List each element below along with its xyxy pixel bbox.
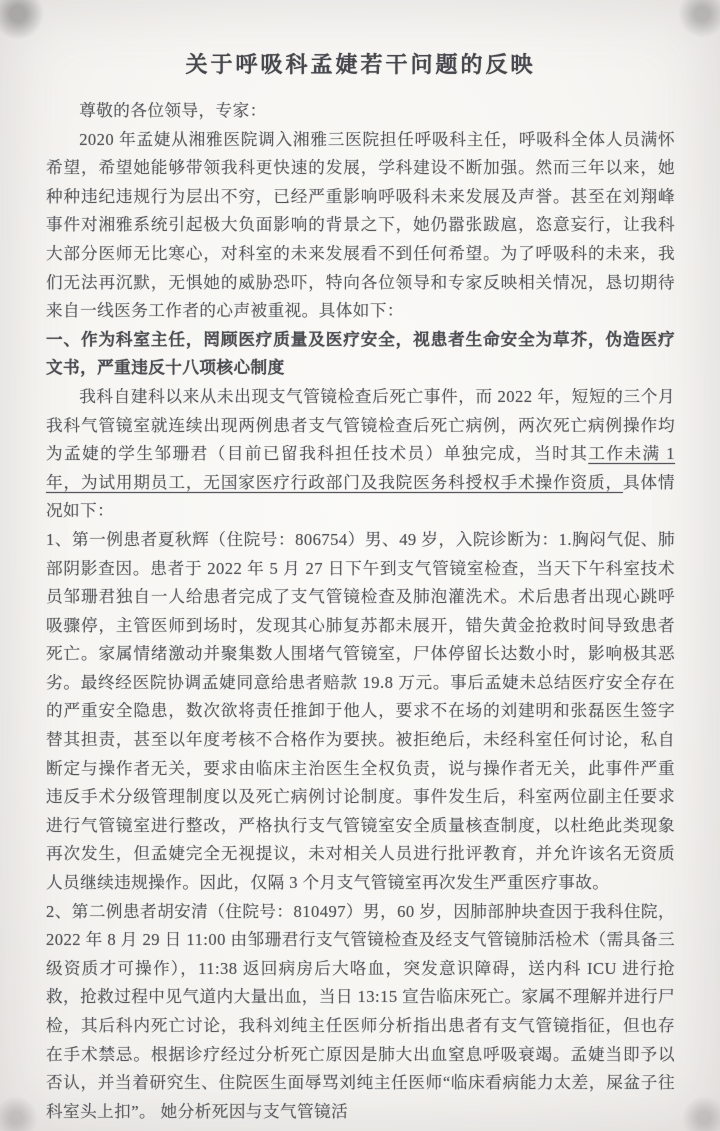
salutation: 尊敬的各位领导，专家： <box>79 101 267 120</box>
overview-text-pre: 我科自建科以来从未出现支气管镜检查后死亡事件，而 2022 年，短短的三个月我科气管镜室就连续出现两例患者支气管镜检查后死亡病例，两次死亡病例操作均为孟婕的学生邹珊君（目前已留我科担任技术员）单独完成，当时其 <box>46 386 675 464</box>
overview-text-post: 具体情况如下： <box>46 472 675 521</box>
section-1-heading: 一、作为科室主任，罔顾医疗质量及医疗安全，视患者生命安全为草芥，伪造医疗文书，严重违反十八项核心制度 <box>46 329 675 378</box>
overview-text-underlined: 工作未满 1 年，为试用期员工，无国家医疗行政部门及我院医务科授权手术操作资质， <box>46 444 675 492</box>
document-content <box>46 50 675 1126</box>
paragraph-intro: 2020 年孟婕从湘雅医院调入湘雅三医院担任呼吸科主任，呼吸科全体人员满怀希望，希望她能够带领我科更快速的发展，学科建设不断加强。然而三年以来，她种种违纪违规行为层出不穷，已经严重影响呼吸科未来发展及声誉。甚至在刘翔峰事件对湘雅系统引起极大负面影响的背景之下，她仍嚣张跋扈，恣意妄行，让我科大部分医师无比寒心，对科室的未来发展看不到任何希望。为了呼吸科的未来，我们无法再沉默，无惧她的威胁恐吓，特向各位领导和专家反映相关情况，恳切期待来自一线医务工作者的心声被重视。具体如下： <box>46 129 675 321</box>
document-title: 关于呼吸科孟婕若干问题的反映 <box>185 52 536 77</box>
paragraph-case-2: 2、第二例患者胡安清（住院号：810497）男，60 岁，因肺部肿块查因于我科住院，2022 年 8 月 29 日 11:00 由邹珊君行支气管镜检查及经支气管镜肺活检术（需具备三级资质才可操作），11:38 返回病房后大咯血，突发意识障碍，送内科 ICU 进行抢救，抢救过程中见气道内大量出血，当日 13:15 宣告临床死亡。家属不理解并进行尸检，其后科内死亡讨论，我科刘纯主任医师分析指出患者有支气管镜指征，但也存在手术禁忌。根据诊疗经过分析死亡原因是肺大出血窒息呼吸衰竭。孟婕当即予以否认，并当着研究生、住院医生面辱骂刘纯主任医师“临床看病能力太差，屎盆子往科室头上扣”。 她分析死因与支气管镜活 <box>46 901 675 1121</box>
paragraph-case-1: 1、第一例患者夏秋辉（住院号：806754）男、49 岁，入院诊断为：1.胸闷气促、肺部阴影查因。患者于 2022 年 5 月 27 日下午到支气管镜室检查，当天下午科室技术员邹珊君独自一人给患者完成了支气管镜检查及肺泡灌洗术。术后患者出现心跳呼吸骤停，主管医师到场时，发现其心肺复苏都未展开，错失黄金抢救时间导致患者死亡。家属情绪激动并聚集数人围堵气管镜室，尸体停留长达数小时，影响极其恶劣。最终经医院协调孟婕同意给患者赔款 19.8 万元。事后孟婕未总结医疗安全存在的严重安全隐患，数次欲将责任推卸于他人，要求不在场的刘建明和张磊医生签字替其担责，甚至以年度考核不合格作为要挟。被拒绝后，未经科室任何讨论，私自断定与操作者无关，要求由临床主治医生全权负责，说与操作者无关，此事件严重违反手术分级管理制度以及死亡病例讨论制度。事件发生后，科室两位副主任要求进行气管镜室进行整改，严格执行支气管镜室安全质量核查制度，以杜绝此类现象再次发生，但孟婕完全无视提议，未对相关人员进行批评教育，并允许该名无资质人员继续违规操作。因此，仅隔 3 个月支气管镜室再次发生严重医疗事故。 <box>46 529 675 893</box>
paragraph-overview <box>46 383 675 526</box>
